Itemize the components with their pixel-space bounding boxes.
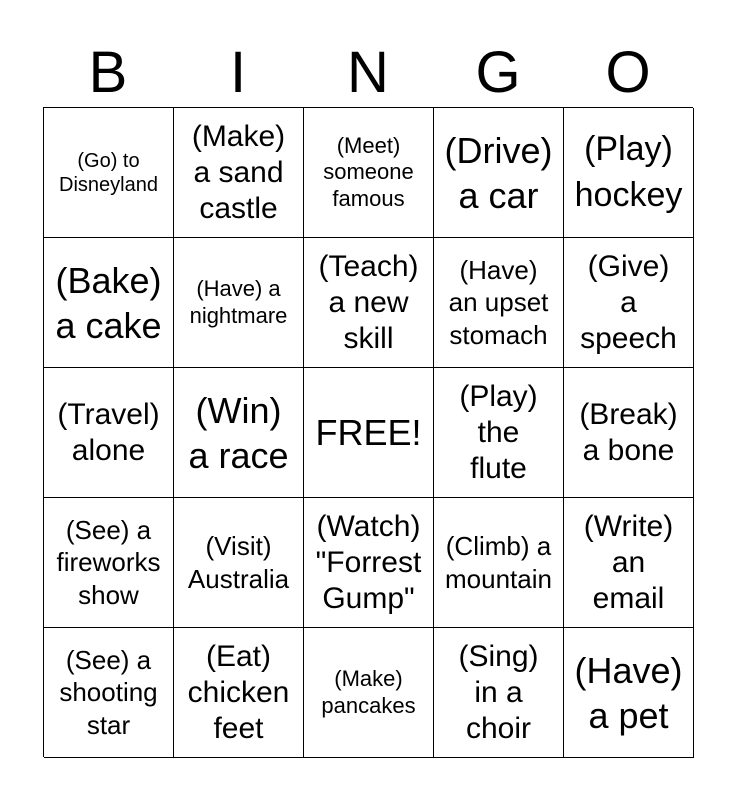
cell-text: (See) a shooting star — [59, 645, 158, 740]
bingo-cell[interactable] — [44, 628, 174, 758]
header-letter-n: N — [347, 40, 389, 105]
bingo-cell[interactable] — [434, 368, 564, 498]
bingo-cell[interactable] — [564, 108, 694, 238]
cell-text: (Make) pancakes — [321, 666, 416, 718]
cell-text: (Have) an upset stomach — [448, 255, 549, 350]
header-letter-g: G — [475, 40, 521, 105]
cell-text: (Climb) a mountain — [445, 531, 552, 594]
header-letter-o: O — [605, 40, 651, 105]
cell-text: (Play) the flute — [459, 379, 538, 485]
header-letter-i: I — [229, 40, 247, 105]
cell-text: (Meet) someone famous — [323, 132, 414, 211]
cell-text: (Visit) Australia — [187, 531, 290, 594]
cell-text: (Win) a race — [188, 389, 289, 476]
cell-text: (Have) a nightmare — [189, 276, 288, 328]
bingo-cell[interactable] — [174, 628, 304, 758]
bingo-cell[interactable] — [304, 498, 434, 628]
bingo-cell[interactable] — [174, 108, 304, 238]
bingo-cell[interactable] — [304, 108, 434, 238]
cell-text: (Bake) a cake — [55, 259, 162, 346]
cell-text: (Drive) a car — [444, 129, 553, 216]
bingo-cell[interactable] — [564, 368, 694, 498]
cell-text: (Travel) alone — [57, 397, 160, 467]
bingo-cell[interactable] — [434, 108, 564, 238]
bingo-header — [43, 38, 693, 108]
cell-text: (Sing) in a choir — [458, 639, 539, 745]
cell-text: (See) a fireworks show — [56, 515, 161, 610]
bingo-cell[interactable] — [564, 238, 694, 368]
free-space-text: FREE! — [315, 412, 422, 453]
cell-text: (Have) a pet — [574, 649, 683, 736]
bingo-cell[interactable] — [44, 108, 174, 238]
cell-text: (Write) an email — [583, 509, 674, 615]
bingo-cell[interactable] — [564, 498, 694, 628]
cell-text: (Play) hockey — [574, 129, 683, 214]
header-letter-b: B — [88, 40, 128, 105]
bingo-cell[interactable] — [174, 368, 304, 498]
bingo-cell[interactable] — [174, 238, 304, 368]
cell-text: (Break) a bone — [579, 397, 678, 467]
cell-text: (Watch) "Forrest Gump" — [315, 509, 422, 615]
cell-text: (Give) a speech — [580, 249, 677, 355]
cell-text: (Teach) a new skill — [318, 249, 419, 355]
cell-text: (Go) to Disneyland — [59, 149, 158, 196]
bingo-cell[interactable] — [434, 498, 564, 628]
bingo-cell[interactable] — [304, 628, 434, 758]
bingo-cell[interactable] — [434, 628, 564, 758]
bingo-cell[interactable] — [174, 498, 304, 628]
free-space-cell[interactable] — [304, 368, 434, 498]
bingo-cell[interactable] — [434, 238, 564, 368]
bingo-cell[interactable] — [44, 238, 174, 368]
bingo-cell[interactable] — [304, 238, 434, 368]
cell-text: (Eat) chicken feet — [187, 639, 290, 745]
bingo-board — [43, 107, 693, 757]
bingo-cell[interactable] — [564, 628, 694, 758]
cell-text: (Make) a sand castle — [191, 119, 286, 225]
bingo-cell[interactable] — [44, 498, 174, 628]
bingo-cell[interactable] — [44, 368, 174, 498]
